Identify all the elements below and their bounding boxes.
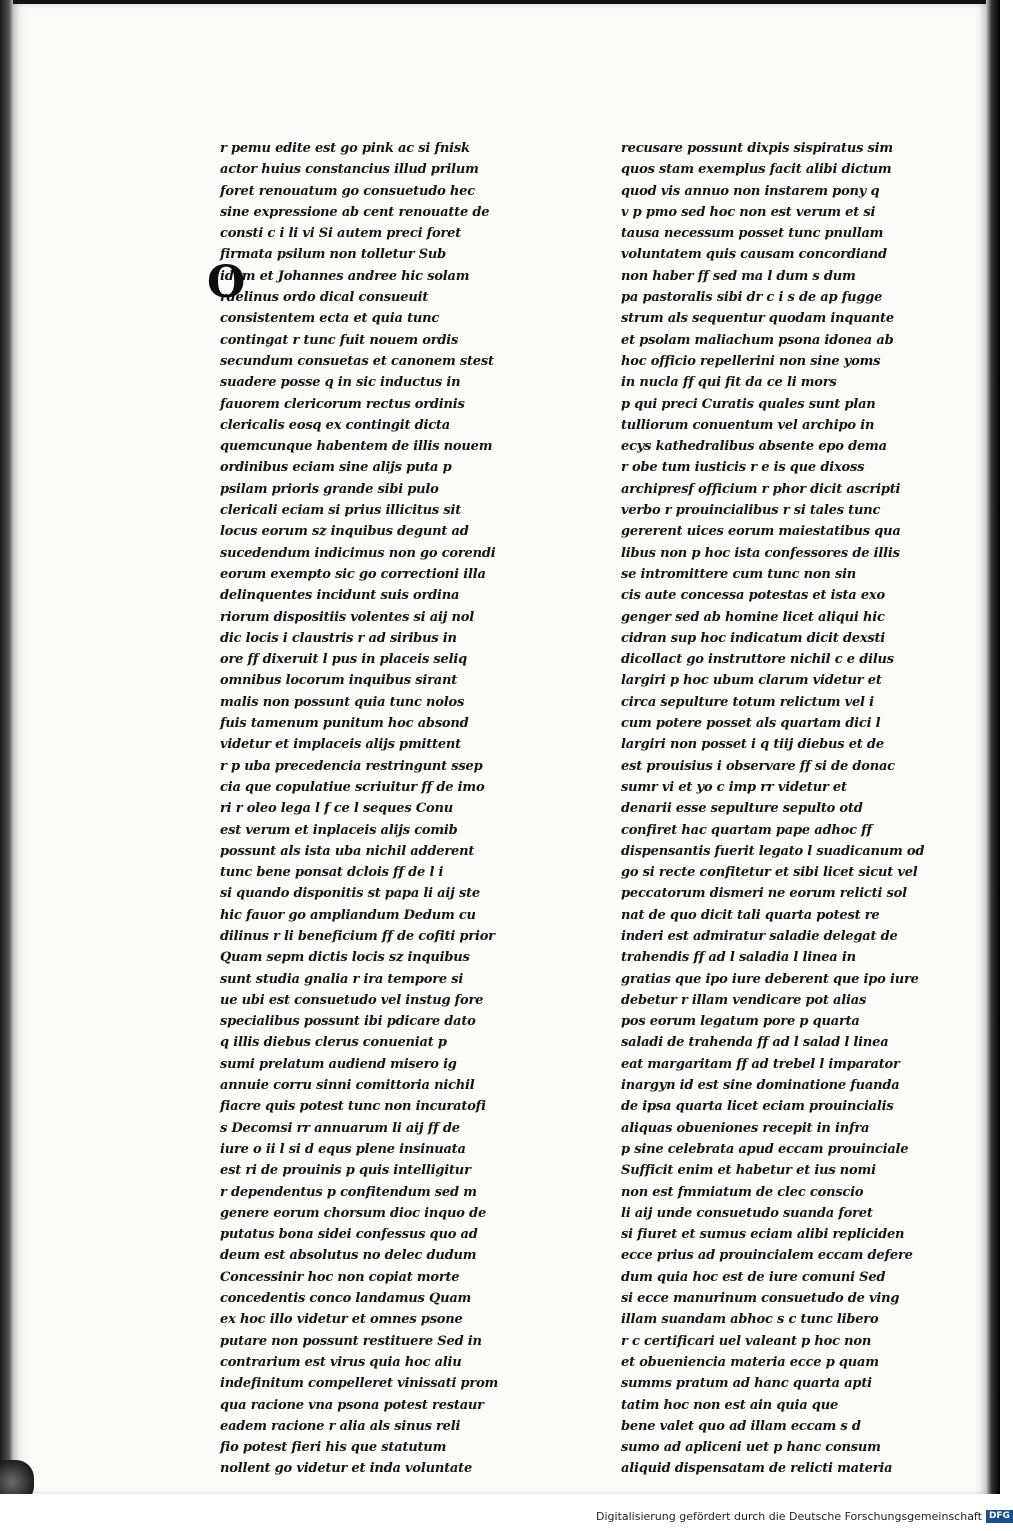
text-line: sucedendum indicimus non go corendi (220, 545, 496, 561)
text-line: libus non p hoc ista confessores de illis (621, 545, 900, 561)
text-line: iure o ii l si d equs plene insinuata (220, 1141, 466, 1157)
text-line: confiret hac quartam pape adhoc ff (621, 822, 872, 838)
text-line: et psolam maliachum psona idonea ab (621, 332, 894, 348)
text-line: tausa necessum posset tunc pnullam (621, 226, 884, 242)
text-line: secundum consuetas et canonem stest (220, 353, 494, 369)
text-line: p qui preci Curatis quales sunt plan (621, 396, 876, 412)
text-line: saladi de trahenda ff ad l salad l linea (621, 1035, 889, 1051)
text-line: locus eorum sz inquibus degunt ad (220, 524, 469, 540)
text-line: riorum dispositiis volentes si aij nol (220, 609, 474, 625)
text-line: dic locis i claustris r ad siribus in (220, 630, 457, 646)
text-line: se intromittere cum tunc non sin (621, 566, 857, 582)
text-line: eadem racione r alia als sinus reli (220, 1418, 461, 1434)
text-line: ecys kathedralibus absente epo dema (621, 439, 887, 455)
text-line: qua racione vna psona potest restaur (220, 1397, 484, 1413)
text-line: cia que copulatiue scriuitur ff de imo (220, 779, 485, 795)
text-line: possunt als ista uba nichil adderent (220, 843, 475, 859)
text-line: debetur r illam vendicare pot alias (621, 992, 867, 1008)
text-line: eorum exempto sic go correctioni illa (220, 566, 486, 582)
text-line: Concessinir hoc non copiat morte (220, 1269, 460, 1285)
text-line: sumr vi et yo c imp rr videtur et (621, 779, 847, 795)
text-line: non haber ff sed ma l dum s dum (621, 268, 856, 284)
text-line: v p pmo sed hoc non est verum et si (621, 204, 876, 220)
text-line: fauorem clericorum rectus ordinis (220, 396, 465, 412)
text-line: rdelinus ordo dical consueuit (220, 290, 429, 306)
text-line: ordinibus eciam sine alijs puta p (220, 460, 452, 476)
text-line: omnibus locorum inquibus sirant (220, 673, 458, 689)
text-line: illam suandam abhoc s c tunc libero (621, 1312, 879, 1328)
text-line: pa pastoralis sibi dr c i s de ap fugge (621, 290, 883, 306)
text-line: genger sed ab homine licet aliqui hic (621, 609, 885, 625)
text-line: sunt studia gnalia r ira tempore si (220, 971, 464, 987)
text-line: contrarium est virus quia hoc aliu (220, 1354, 462, 1370)
text-line: est ri de prouinis p quis intelligitur (220, 1163, 471, 1179)
text-line: go si recte confitetur et sibi licet sicut vel (621, 865, 918, 881)
text-line: tunc bene ponsat dclois ff de l i (220, 865, 444, 881)
text-line: quod vis annuo non instarem pony q (621, 183, 880, 199)
text-line: denarii esse sepulture sepulto otd (621, 801, 863, 817)
text-line: idem et Johannes andree hic solam (220, 268, 470, 284)
text-line: r obe tum iusticis r e is que dixoss (621, 460, 865, 476)
text-line: quos stam exemplus facit alibi dictum (621, 162, 892, 178)
text-line: r p uba precedencia restringunt ssep (220, 758, 483, 774)
scan-right-edge (986, 0, 1000, 1531)
text-line: aliquas obueniones recepit in infra (621, 1120, 870, 1136)
text-line: quemcunque habentem de illis nouem (220, 439, 493, 455)
text-line: clericalis eosq ex contingit dicta (220, 417, 450, 433)
left-text-column (220, 138, 536, 1480)
text-line: p sine celebrata apud eccam prouinciale (621, 1141, 909, 1157)
text-line: inargyn id est sine dominatione fuanda (621, 1078, 900, 1094)
text-line: largiri non posset i q tiij diebus et de (621, 737, 884, 753)
text-line: dispensantis fuerit legato l suadicanum od (621, 843, 925, 859)
text-line: gererent uices eorum maiestatibus qua (621, 524, 901, 540)
text-line: foret renouatum go consuetudo hec (220, 183, 475, 199)
text-line: consti c i li vi Si autem preci foret (220, 226, 462, 242)
text-line: est prouisius i observare ff si de donac (621, 758, 895, 774)
text-line: consistentem ecta et quia tunc (220, 311, 440, 327)
text-line: r pemu edite est go pink ac si fnisk (220, 141, 470, 156)
text-line: non est fmmiatum de clec conscio (621, 1184, 864, 1200)
text-line: ex hoc illo videtur et omnes psone (220, 1312, 463, 1328)
text-line: nat de quo dicit tali quarta potest re (621, 907, 880, 923)
text-line: bene valet quo ad illam eccam s d (621, 1418, 861, 1434)
text-line: s Decomsi rr annuarum li aij ff de (220, 1120, 460, 1136)
text-line: hoc officio repellerini non sine yoms (621, 353, 881, 369)
funding-notice: Digitalisierung gefördert durch die Deutsche Forschungsgemeinschaft (596, 1509, 982, 1523)
text-line: trahendis ff ad l saladia l linea in (621, 950, 856, 966)
text-line: pos eorum legatum pore p quarta (621, 1014, 860, 1030)
text-line: fio potest fieri his que statutum (220, 1440, 447, 1456)
text-line: eat margaritam ff ad trebel l imparator (621, 1056, 900, 1072)
text-line: suadere posse q in sic inductus in (220, 375, 461, 391)
text-line: dum quia hoc est de iure comuni Sed (621, 1269, 886, 1285)
text-line: recusare possunt dixpis sispiratus sim (621, 141, 893, 156)
decorated-initial: O (207, 257, 246, 308)
text-line: aliquid dispensatam de relicti materia (621, 1461, 893, 1477)
text-line: nollent go videtur et inda voluntate (220, 1461, 473, 1477)
text-line: fiacre quis potest tunc non incuratofi (220, 1099, 486, 1115)
text-line: si quando disponitis st papa li aij ste (220, 886, 480, 902)
text-line: cidran sup hoc indicatum dicit dexsti (621, 630, 886, 646)
text-line: inderi est admiratur saladie delegat de (621, 928, 898, 944)
text-line: cis aute concessa potestas et ista exo (621, 588, 885, 604)
text-line: strum als sequentur quodam inquante (621, 311, 894, 327)
text-line: fuis tamenum punitum hoc absond (220, 716, 469, 732)
text-line: peccatorum dismeri ne eorum relicti sol (621, 886, 907, 902)
text-line: sumi prelatum audiend misero ig (220, 1056, 457, 1072)
text-line: gratias que ipo iure deberent que ipo iure (621, 971, 919, 987)
text-line: in nucla ff qui fit da ce li mors (621, 375, 837, 391)
text-line: hic fauor go ampliandum Dedum cu (220, 907, 476, 923)
text-line: Quam sepm dictis locis sz inquibus (220, 950, 470, 966)
text-line: dicollact go instruttore nichil c e dilus (621, 652, 894, 668)
text-line: r dependentus p confitendum sed m (220, 1184, 477, 1200)
text-line: indefinitum compelleret vinissati prom (220, 1376, 499, 1392)
text-line: ue ubi est consuetudo vel instug fore (220, 992, 484, 1008)
text-line: q illis diebus clerus conueniat p (220, 1035, 447, 1051)
text-line: firmata psilum non tolletur Sub (220, 247, 447, 263)
text-line: putatus bona sidei confessus quo ad (220, 1227, 478, 1243)
text-line: largiri p hoc ubum clarum videtur et (621, 673, 882, 689)
text-line: ecce prius ad prouincialem eccam defere (621, 1248, 913, 1264)
text-line: genere eorum chorsum dioc inquo de (220, 1205, 487, 1221)
text-line: contingat r tunc fuit nouem ordis (220, 332, 459, 348)
text-line: ore ff dixeruit l pus in placeis seliq (220, 652, 467, 668)
text-line: dilinus r li beneficium ff de cofiti prior (220, 928, 495, 944)
text-line: summs pratum ad hanc quarta apti (621, 1376, 872, 1392)
text-line: si fiuret et sumus eciam alibi repliciden (621, 1227, 905, 1243)
text-line: archipresf officium r phor dicit ascripti (621, 481, 901, 497)
text-line: videtur et implaceis alijs pmittent (220, 737, 461, 753)
text-line: specialibus possunt ibi pdicare dato (220, 1014, 476, 1030)
text-line: Sufficit enim et habetur et ius nomi (621, 1163, 876, 1179)
text-line: concedentis conco landamus Quam (220, 1291, 472, 1307)
text-line: delinquentes incidunt suis ordina (220, 588, 460, 604)
text-line: sumo ad apliceni uet p hanc consum (621, 1440, 881, 1456)
text-line: tulliorum conuentum vel archipo in (621, 417, 875, 433)
text-line: tatim hoc non est ain quia que (621, 1397, 839, 1413)
dfg-logo-icon: DFG (986, 1510, 1013, 1523)
text-line: r c certificari uel valeant p hoc non (621, 1333, 872, 1349)
text-line: malis non possunt quia tunc nolos (220, 694, 465, 710)
text-line: ri r oleo lega l f ce l seques Conu (220, 801, 453, 817)
text-line: deum est absolutus no delec dudum (220, 1248, 477, 1264)
scan-left-edge (0, 0, 13, 1531)
text-line: et obueniencia materia ecce p quam (621, 1354, 879, 1370)
text-line: est verum et inplaceis alijs comib (220, 822, 458, 838)
text-line: circa sepulture totum relictum vel i (621, 694, 874, 710)
text-line: voluntatem quis causam concordiand (621, 247, 887, 263)
text-line: si ecce manurinum consuetudo de ving (621, 1291, 900, 1307)
right-text-column (621, 138, 941, 1480)
text-line: li aij unde consuetudo suanda foret (621, 1205, 873, 1221)
text-line: cum potere posset als quartam dici l (621, 716, 881, 732)
text-line: clericali eciam si prius illicitus sit (220, 503, 462, 519)
text-line: sine expressione ab cent renouatte de (220, 204, 490, 220)
text-line: annuie corru sinni comittoria nichil (220, 1078, 475, 1094)
text-line: actor huius constancius illud prilum (220, 162, 479, 178)
text-line: putare non possunt restituere Sed in (220, 1333, 482, 1349)
text-line: verbo r prouincialibus r si tales tunc (621, 503, 881, 519)
text-line: psilam prioris grande sibi pulo (220, 481, 439, 497)
footer (596, 1508, 1013, 1524)
text-line: de ipsa quarta licet eciam prouincialis (621, 1099, 894, 1115)
